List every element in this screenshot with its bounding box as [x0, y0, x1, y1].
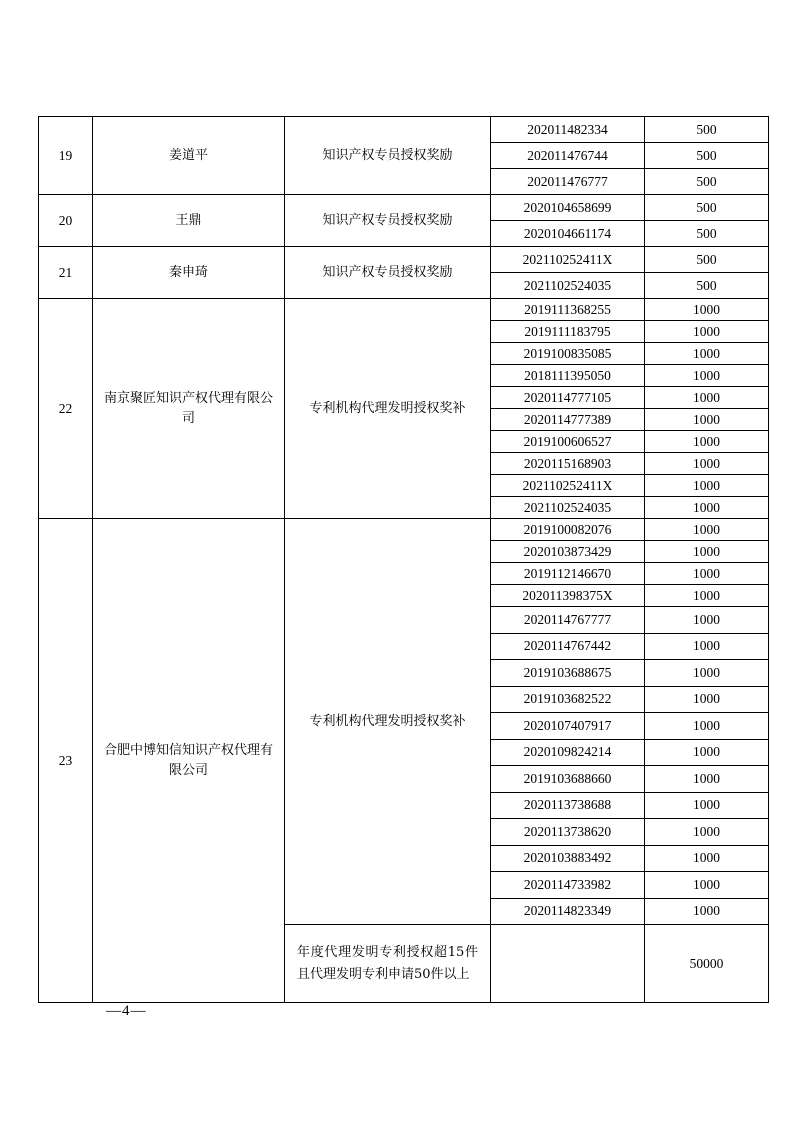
- patent-number: 2021102524035: [491, 273, 645, 299]
- patent-number: 2018111395050: [491, 365, 645, 387]
- award-amount: 500: [645, 143, 769, 169]
- patent-number: 2019100606527: [491, 431, 645, 453]
- patent-number: 2019103688675: [491, 660, 645, 687]
- row-number: 19: [39, 117, 93, 195]
- award-amount: 1000: [645, 453, 769, 475]
- table-row: [39, 299, 769, 321]
- patent-number: 2020114777389: [491, 409, 645, 431]
- patent-number: 2020104661174: [491, 221, 645, 247]
- patent-number: [491, 925, 645, 1003]
- award-amount: 1000: [645, 792, 769, 819]
- award-table: [38, 116, 769, 1003]
- patent-number: 202110252411X: [491, 247, 645, 273]
- award-amount: 500: [645, 195, 769, 221]
- award-amount: 1000: [645, 365, 769, 387]
- patent-number: 2020103883492: [491, 845, 645, 872]
- award-amount: 1000: [645, 519, 769, 541]
- patent-number: 2019112146670: [491, 563, 645, 585]
- award-amount: 1000: [645, 766, 769, 793]
- award-amount: 1000: [645, 409, 769, 431]
- patent-number: 202110252411X: [491, 475, 645, 497]
- award-amount: 1000: [645, 898, 769, 925]
- award-type: 知识产权专员授权奖励: [285, 117, 491, 195]
- patent-number: 2019103688660: [491, 766, 645, 793]
- recipient-name: 姜道平: [93, 117, 285, 195]
- patent-number: 2020114777105: [491, 387, 645, 409]
- award-type: 专利机构代理发明授权奖补: [285, 519, 491, 925]
- patent-number: 2020114767442: [491, 633, 645, 660]
- row-number: 23: [39, 519, 93, 1003]
- award-amount: 1000: [645, 633, 769, 660]
- recipient-name: 南京聚匠知识产权代理有限公司: [93, 299, 285, 519]
- patent-number: 2020107407917: [491, 713, 645, 740]
- award-amount: 1000: [645, 686, 769, 713]
- award-amount: 500: [645, 117, 769, 143]
- recipient-name: 王鼎: [93, 195, 285, 247]
- award-amount: 500: [645, 169, 769, 195]
- award-amount: 500: [645, 273, 769, 299]
- award-amount: 1000: [645, 713, 769, 740]
- award-amount: 1000: [645, 387, 769, 409]
- award-amount: 500: [645, 247, 769, 273]
- award-table-body: [39, 117, 769, 1003]
- table-row: [39, 117, 769, 143]
- patent-number: 202011398375X: [491, 585, 645, 607]
- patent-number: 2019103682522: [491, 686, 645, 713]
- award-amount: 1000: [645, 872, 769, 899]
- patent-number: 2019111368255: [491, 299, 645, 321]
- patent-number: 2020109824214: [491, 739, 645, 766]
- patent-number: 2020103873429: [491, 541, 645, 563]
- page-number: —4—: [106, 1003, 147, 1019]
- award-amount: 1000: [645, 739, 769, 766]
- award-amount: 1000: [645, 660, 769, 687]
- patent-number: 202011482334: [491, 117, 645, 143]
- award-amount: 1000: [645, 475, 769, 497]
- award-type: 知识产权专员授权奖励: [285, 195, 491, 247]
- patent-number: 2020113738688: [491, 792, 645, 819]
- recipient-name: 合肥中博知信知识产权代理有限公司: [93, 519, 285, 1003]
- patent-number: 2021102524035: [491, 497, 645, 519]
- award-amount: 1000: [645, 585, 769, 607]
- award-amount: 1000: [645, 431, 769, 453]
- patent-number: 2020114733982: [491, 872, 645, 899]
- patent-number: 202011476744: [491, 143, 645, 169]
- row-number: 20: [39, 195, 93, 247]
- table-row: [39, 247, 769, 273]
- award-amount: 1000: [645, 819, 769, 846]
- award-amount: 1000: [645, 563, 769, 585]
- patent-number: 2020115168903: [491, 453, 645, 475]
- table-row: [39, 195, 769, 221]
- award-amount: 50000: [645, 925, 769, 1003]
- patent-number: 2020114767777: [491, 607, 645, 634]
- award-type: 年度代理发明专利授权超15件且代理发明专利申请50件以上: [285, 925, 491, 1003]
- patent-number: 2019100835085: [491, 343, 645, 365]
- award-amount: 500: [645, 221, 769, 247]
- award-amount: 1000: [645, 541, 769, 563]
- award-amount: 1000: [645, 607, 769, 634]
- patent-number: 2019100082076: [491, 519, 645, 541]
- award-amount: 1000: [645, 343, 769, 365]
- award-type: 知识产权专员授权奖励: [285, 247, 491, 299]
- row-number: 21: [39, 247, 93, 299]
- row-number: 22: [39, 299, 93, 519]
- recipient-name: 秦申琦: [93, 247, 285, 299]
- patent-number: 2020104658699: [491, 195, 645, 221]
- award-type: 专利机构代理发明授权奖补: [285, 299, 491, 519]
- patent-number: 2019111183795: [491, 321, 645, 343]
- table-row: [39, 519, 769, 541]
- award-amount: 1000: [645, 299, 769, 321]
- award-amount: 1000: [645, 845, 769, 872]
- patent-number: 202011476777: [491, 169, 645, 195]
- award-amount: 1000: [645, 497, 769, 519]
- patent-number: 2020114823349: [491, 898, 645, 925]
- award-amount: 1000: [645, 321, 769, 343]
- patent-number: 2020113738620: [491, 819, 645, 846]
